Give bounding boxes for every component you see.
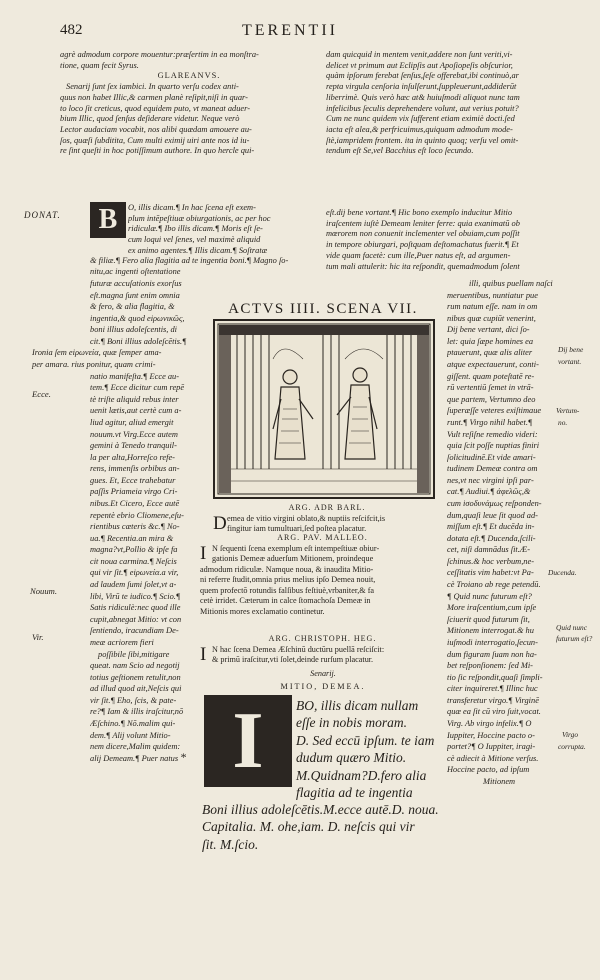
text-line: Hoccine pacto, ad ipſum [447,765,530,775]
text-line: quem profectō rotundis falſibus feſtiuè,vrbaniter,& fa [200,585,375,595]
text-line: citer inquireret.¶ Illinc huc [447,684,538,694]
text-line: N hac ſcena Demea Æſchinū ductūru puellā reſciſcit: [212,644,385,654]
text-line: giſſent. quam poteſtatē re- [447,371,535,381]
text-line: per amara. rius ponitur, quam crimi- [32,360,156,370]
text-line: ſchinus.& hoc verbum,ne- [447,556,534,566]
donat-label: DONAT. [24,210,61,220]
text-line: re?¶ Iam & illis iraſcitur,nō [90,707,184,717]
verse-line: M.Quidnam?D.fero alia [296,767,427,783]
text-line: quus non habet Illic,& carmen planè reſipit,niſi in quar- [60,92,248,102]
text-line: ¶ Quid nunc futurum eſt? [447,591,532,601]
text-line: tum mali attulerit: hic ita reſpondit, quemadmodum ſolent [326,261,520,271]
text-line: atque expectauerunt, conti- [447,360,539,370]
verse-line: BO, illis dicam nullam [296,698,419,713]
margin-note-corrupta: corrupta. [558,742,586,751]
text-line: vir ſit.¶ Eho, ſcis, & pate- [90,695,177,705]
text-line: boni illius adoleſcentis, di [90,325,178,335]
margin-note-vortant: vortant. [558,357,582,366]
text-line: nes,vt nec virgini ipſi par- [447,475,534,485]
commentary-right-column [447,278,572,787]
argument-heading: ARG. PAV. MALLEO. [277,533,368,542]
text-line: ſtè,iampridem frontem. ita in quinto quoq; verſu vel omit- [326,135,519,145]
text-line: nibus quæ cupiūt venerint, [447,313,536,323]
text-line: paſſis Priameia virgo Cri- [90,487,178,497]
text-line: ſciuerit quod futurum ſit, [447,614,530,624]
text-line: ceſſitatis vim habet:vt Pa- [447,568,534,578]
text-line: eſt.magna ſunt enim omnia [90,290,180,300]
text-line: gemini à Tenedo tranquil- [90,441,177,451]
text-line: fingitur iam tumultuari,ſed poſtea placatur. [227,524,367,533]
donat-commentary-cont [90,235,318,278]
donat-commentary [128,203,318,235]
text-line: rū vertentiū ſemet in vtrā- [447,383,534,393]
drop-cap-letter: I [232,697,264,785]
verse-line: D. Sed eccū ipſum. te iam [296,732,435,748]
text-line: illi, quibus puellam naſci [469,279,553,288]
margin-note-nouum: Nouum. [30,586,57,596]
margin-note-vir: Vir. [32,632,44,642]
text-line: Mitionem interrogat.& hu [447,626,534,636]
argument-initial: I [200,644,207,665]
text-line: vide quam facetè: cum ille,Puer natus eſt, ad argumen- [326,250,511,260]
text-line: ſuperæſſe veteres exiſtimaue [447,406,542,416]
verse-line: ſit. M.ſcio. [202,836,259,852]
text-line: tem.¶ Ecce dicitur cum repē [90,383,185,393]
margin-note-vertum: Vertum- [556,406,580,415]
verse-line: eſſe in nobis moram. [296,715,407,731]
text-line: dotata eſt.¶ Ducenda,ſcili- [447,533,536,543]
text-line: rens, immenſis orbibus an- [90,464,180,474]
text-line: rientibus cæteris &c.¶ No- [90,522,180,532]
text-line: Mitionem [483,776,516,786]
page-number: 482 [60,22,83,38]
text-line: dam quicquid in mentem venit,addere non ſunt veriti,vi- [326,50,513,59]
verse-line: Boni illius adoleſcētis.M.ecce autē.D. noua. [202,802,439,817]
text-line: magna?vt,Pollio & ipſe fa [90,545,178,555]
text-line: O, illis dicam.¶ In hac ſcena eſt exem- [128,203,256,212]
margin-note-virgo: Virgo [562,730,579,739]
text-line: N ſequenti ſcena exemplum eſt intempeſtiuæ obiur- [212,543,380,553]
text-line: plum intēpeſtiuæ obiurgationis, ac per hoc [128,213,271,223]
commentary-top-left [60,50,318,157]
text-line: quia ſcit poſſe nuptias finiri [447,441,540,451]
verse-block-bottom [202,801,446,853]
text-line: dum figuram ſuam non ha- [447,649,537,659]
text-line: to loco ſit creticus, quod equidem puto, vt maneat aduer- [60,103,251,113]
text-line: natio manifeſta.¶ Ecce au- [90,371,180,381]
text-line: ptauerunt, quæ alis aliter [447,348,533,358]
text-line: gationis Demeæ aduerſum Mitionem, proindeque [212,554,374,563]
text-line: alij Demeam.¶ Puer natus [90,753,179,763]
text-line: rum natum eſſe. nam in om [447,302,538,312]
text-line: ſentiendo, iracundiam De- [90,626,179,636]
text-line: futuræ accuſationis exorſus [90,279,182,288]
text-line: ſolicitudinē.Et vide amari- [447,452,536,462]
text-line: cet, niſi damnādus ſit.Æ- [447,545,531,555]
margin-note-quid-nunc: Quid nunc [556,623,587,632]
margin-note-dij-bene: Dij bene [558,345,584,354]
text-line: nibus.Et Cicero, Ecce autē [90,498,180,508]
text-line: Mitionis mores exclamatio continetur. [200,606,325,616]
text-line: iacta eſt alea,& perfricuimus,quiquam admodum mode- [326,124,513,134]
text-line: libi, Virū te iudico.¶ Scio.¶ [90,591,181,601]
text-line: Iuppiter, Hoccine pacto o- [447,730,535,740]
donat-drop-cap [90,202,126,238]
text-line: bium Illic, quod ſenſus deſiderare videtur. Neque verò [60,114,240,124]
text-line: quæ ea ſit cū viro ſuit,vocat. [447,707,541,717]
text-line: liberrimè. Quis verò hæc at& huiuſmodi aliquot nunc tam [326,92,520,102]
act-scene-title: ACTVS IIII. SCENA VII. [228,301,418,317]
text-line: ridiculæ.¶ Ibo illis dicam.¶ Moris eſt ſe- [128,224,263,234]
text-line: Æſchino.¶ Nō.malim qui- [90,718,176,728]
argument-initial: I [200,543,207,564]
running-title: TERENTII [242,22,338,39]
text-line: Lector audaciam vocabit, nos alibi quædam amouere au- [60,124,252,134]
text-line: tione, quam fecit Syrus. [60,60,139,70]
margin-note-ducenda: Ducenda. [548,568,577,577]
text-line: nouum.vt Virg.Ecce autem [90,429,178,439]
text-line: emea de vitio virgini oblato,& nuptiis reſcifcit,is [227,513,386,523]
argument-heading: ARG. ADR BARL. [288,503,366,512]
text-line: cetè irridet. Cæterum in calce ſtomachoſa Demeæ in [200,596,371,605]
commentary-left-column [32,278,214,764]
text-line: tio ſic reſpondit,quaſi ſimpli- [447,672,543,682]
text-line: cè Troiano ab rege petendū. [447,580,541,590]
text-line: More iraſcentium,cum ipſe [447,603,537,613]
text-line: agrè admodum corpore mouentur:præſertim in ea monſtra- [60,50,259,59]
text-line: Ironia ſem eiρωνεία, quæ ſemper ama- [32,348,162,358]
text-line: nem dicere,Malim quidem: [90,742,181,752]
glareanus-heading: GLAREANVS. [157,71,221,81]
text-line: delicet vt primum aut Eclipſis aut Apoſiopeſis obſcurior, [326,60,513,70]
text-line: & primū iraſcitur,vti ſolet,deinde rurſum placatur. [212,655,374,664]
text-line: ſos, quæſi ſubditita, Cum multi eximij uiri ante nos id iu- [60,135,250,145]
text-line: mœrorem non conuenit inclementer vel obuiam,cum poſſit [326,229,520,239]
text-line: que partem, Vertumno deo [447,394,536,404]
donat-commentary-right [326,208,588,272]
text-line: queat. nam Scio ad negotij [90,661,180,671]
text-line: dum,quaſi leue ſit quod ad- [447,510,538,520]
text-line: Senarij ſunt ſex iambici. In quarto verſu codex anti- [66,82,239,92]
text-line: re ſint queſti in hoc potiſſimum authore. In quo hercle qui- [60,146,255,156]
text-line: bet reſponſionem: ſed Mi- [447,661,533,671]
text-line: ex animo agentes.¶ Illis dicam.¶ Soſtratæ [128,245,268,255]
text-line: poſſibile ſibi,mitigare [98,649,170,659]
text-line: qui vir ſit.¶ eiρωνεία.a vir, [90,568,179,578]
drop-cap-letter: B [98,204,118,235]
text-line: repta virgula cenſoria inſulſerunt,ſuppleuerunt,addiderūt [326,82,517,92]
asterisk-mark: * [180,750,186,764]
text-line: ad illud quod ait,Neſcis qui [90,684,182,694]
margin-note-futurum: futurum eſt? [556,634,593,643]
margin-note-no: no. [558,418,568,427]
verse-line: Capitalia. M. ohe,iam. D. neſcis qui vir [202,819,415,835]
text-line: uenit lætis,aut certè cum a- [90,406,182,416]
text-line: eſt.dij bene vortant.¶ Hic bono exemplo inducitur Mitio [326,208,513,217]
argument-initial: D [213,513,227,534]
woodcut-illustration [213,319,435,499]
margin-note-ecce: Ecce. [32,389,51,399]
argument-heading: ARG. CHRISTOPH. HEG. [268,634,377,643]
verse-drop-cap [204,695,292,787]
argument-malleolus [200,533,445,617]
meter-label: Senarij. [310,669,336,678]
text-line: liud agitur, aliud emergit [90,417,174,427]
text-line: repentè ebrio Cliomene,eſu- [90,510,184,520]
text-line: cit.¶ Boni illius adoleſcētis.¶ [90,336,187,346]
text-line: runt.¶ Virgo nihil habet.¶ [447,417,533,427]
text-line: tudinem Demeæ contra om [447,464,538,474]
argument-hegendorph [200,634,445,666]
text-line: la per alta,Horreſco refe- [90,452,175,462]
text-line: & fero, & alia flagitia, & [90,302,175,312]
text-line: tendum eſt Se,vel Bacchius eſt loco ſecundo. [326,146,474,156]
text-line: meruentibus, nuntiatur pue [447,290,538,300]
text-line: & filiæ.¶ Fero alia flagitia ad te ingentia boni.¶ Magno ſo- [90,256,289,266]
text-line: Vult reſiſne remedio videri: [447,429,538,439]
text-line: cum iσοδυνάμως reſponden- [447,498,542,508]
text-line: cè adiecit à Mitione verſus. [447,753,539,763]
text-line: tè triſte aliquid rebus inter [90,394,179,404]
text-line: Satis ridiculè:nec quod ille [90,603,181,613]
text-line: quàm ipſorum ferebat ſenſus,ſeſe offerebat,ibi continuò,ar [326,71,519,81]
text-line: iraſcentem iuſtè Demeam leniter ferre: quia exanimatū ob [326,218,520,228]
text-line: ni referre ſtudit,omnia prius melius ipſo Demea nouit, [200,575,376,584]
text-line: ad laudem ſumi ſolet,vt a- [90,580,177,590]
text-line: transferetur virgo.¶ Virginē [447,695,539,705]
text-line: iuſmodi interrogatio,ſecun- [447,637,538,647]
text-line: Virg. Ab virgo infelix.¶ O [447,718,532,728]
speakers-heading: MITIO, DEMEA. [280,682,366,691]
text-line: in tempore obiurgari, poſtquam deſtomachatus fuerit.¶ Et [326,240,519,250]
text-line: Dij bene vertant, dici ſo- [447,325,530,335]
argument-badius [213,503,441,535]
text-line: cum loqui vel ſenes, vel maximè aliquid [128,235,261,244]
text-line: gues. Et, Ecce trahebatur [90,475,176,485]
text-line: cat.¶ Audiui.¶ ἀφελῶς,& [447,487,531,497]
text-line: meæ acriorem fieri [90,637,154,647]
text-line: ua.¶ Recentia.an mira & [90,533,174,543]
text-line: infelicibus ſeculis deprehendere volunt, aut verius potuit? [326,103,519,113]
text-line: nitu,ac ingenti oſtentatione [90,267,181,277]
text-line: dem.¶ Alij volunt Mitio- [90,730,171,740]
commentary-top-right [326,50,588,157]
text-line: portet?¶ O Iuppiter, iragi- [447,742,536,752]
text-line: miſſum eſt.¶ Et ducēda in- [447,522,535,532]
verse-line: dudum quæro Mitio. [296,750,407,766]
text-line: let: quia ſæpe homines ea [447,336,534,346]
text-line: cupit,abnegat Mitio: vt con [90,614,182,624]
text-line: Cum ne nunc quidem vix ſufferent etiam eximiè docti.ſed [326,114,515,124]
text-line: totius geſtionem retulit,non [90,672,181,682]
page-header [0,22,600,42]
text-line: admodum ridiculæ. Namque noua, & inaudita Mitio- [200,564,374,574]
text-line: cit noua carmina.¶ Neſcis [90,556,177,566]
verse-block-top [296,697,444,801]
verse-line: flagitia ad te ingentia [296,785,413,801]
text-line: ingentia,& quod eiρωνικῶς, [90,313,185,323]
